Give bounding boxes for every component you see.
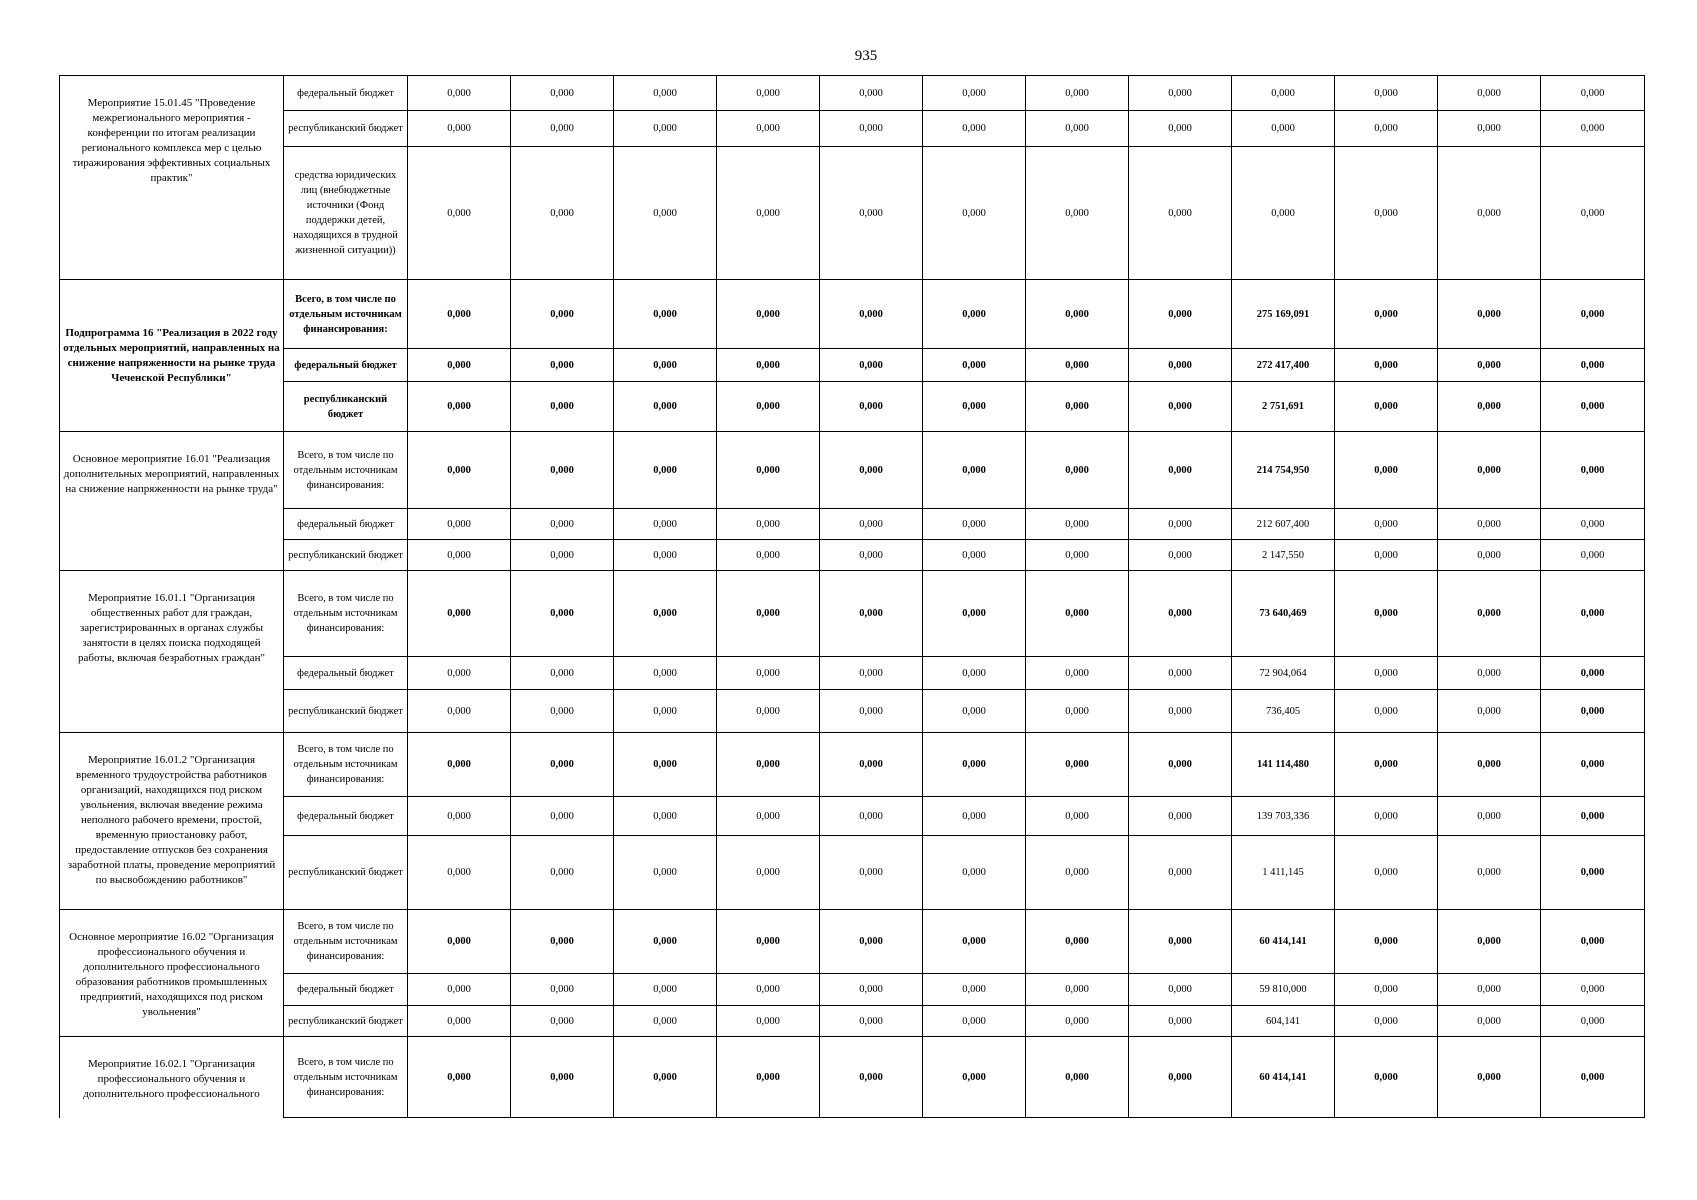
value-cell: 0,000	[1026, 432, 1129, 509]
activity-cell: Мероприятие 16.01.2 "Организация временного трудоустройства работников организаций, находящихся под риском увольнения, включая введение режима неполного рабочего времени, простой, временную приостановку работ, предоставление отпусков без сохранения заработной платы, проведение мероприятий по высвобождению работников"	[60, 733, 284, 910]
value-cell: 0,000	[408, 76, 511, 111]
value-cell: 0,000	[1026, 733, 1129, 797]
value-cell: 0,000	[1541, 690, 1645, 733]
value-cell: 0,000	[1541, 540, 1645, 571]
value-cell: 0,000	[1335, 382, 1438, 432]
value-cell: 0,000	[614, 1037, 717, 1118]
funding-source-cell: федеральный бюджет	[284, 349, 408, 382]
value-cell: 0,000	[1026, 509, 1129, 540]
value-cell: 0,000	[820, 540, 923, 571]
value-cell: 0,000	[1026, 974, 1129, 1006]
funding-source-cell: федеральный бюджет	[284, 797, 408, 836]
value-cell: 0,000	[1438, 76, 1541, 111]
value-cell: 0,000	[511, 1037, 614, 1118]
value-cell: 0,000	[408, 1037, 511, 1118]
value-cell: 0,000	[1541, 1037, 1645, 1118]
value-cell: 0,000	[511, 280, 614, 349]
value-cell: 0,000	[614, 349, 717, 382]
table-row	[60, 76, 1645, 111]
value-cell: 0,000	[1438, 432, 1541, 509]
value-cell: 0,000	[614, 382, 717, 432]
value-cell: 0,000	[717, 382, 820, 432]
funding-source-cell: федеральный бюджет	[284, 657, 408, 690]
value-cell: 0,000	[717, 509, 820, 540]
funding-source-cell: федеральный бюджет	[284, 76, 408, 111]
value-cell: 0,000	[408, 657, 511, 690]
value-cell: 0,000	[1026, 147, 1129, 280]
value-cell: 0,000	[820, 509, 923, 540]
funding-source-cell: федеральный бюджет	[284, 974, 408, 1006]
value-cell: 0,000	[1026, 797, 1129, 836]
value-cell: 0,000	[1129, 349, 1232, 382]
value-cell: 0,000	[1026, 1037, 1129, 1118]
value-cell: 0,000	[511, 910, 614, 974]
table-row	[60, 1037, 1645, 1118]
value-cell: 0,000	[717, 76, 820, 111]
value-cell: 0,000	[1335, 76, 1438, 111]
value-cell: 0,000	[923, 974, 1026, 1006]
value-cell: 0,000	[614, 657, 717, 690]
table-row	[60, 690, 1645, 733]
value-cell: 0,000	[1026, 280, 1129, 349]
activity-cell: Мероприятие 16.01.1 "Организация общественных работ для граждан, зарегистрированных в органах службы занятости в целях поиска подходящей работы, включая безработных граждан"	[60, 571, 284, 733]
value-cell: 0,000	[511, 540, 614, 571]
value-cell: 0,000	[717, 540, 820, 571]
value-cell: 0,000	[1232, 76, 1335, 111]
table-row	[60, 540, 1645, 571]
value-cell: 0,000	[1129, 797, 1232, 836]
value-cell: 0,000	[614, 910, 717, 974]
funding-source-cell: федеральный бюджет	[284, 509, 408, 540]
funding-source-cell: республиканский бюджет	[284, 1006, 408, 1037]
value-cell: 0,000	[923, 733, 1026, 797]
funding-source-cell: Всего, в том числе по отдельным источникам финансирования:	[284, 1037, 408, 1118]
value-cell: 0,000	[1026, 690, 1129, 733]
value-cell: 0,000	[1541, 280, 1645, 349]
value-cell: 0,000	[1335, 1037, 1438, 1118]
value-cell: 0,000	[1026, 910, 1129, 974]
value-cell: 60 414,141	[1232, 910, 1335, 974]
value-cell: 0,000	[1541, 111, 1645, 147]
table-row	[60, 657, 1645, 690]
value-cell: 0,000	[614, 76, 717, 111]
value-cell: 0,000	[1129, 733, 1232, 797]
value-cell: 139 703,336	[1232, 797, 1335, 836]
funding-source-cell: республиканский бюджет	[284, 690, 408, 733]
value-cell: 0,000	[1438, 910, 1541, 974]
value-cell: 0,000	[923, 432, 1026, 509]
value-cell: 0,000	[614, 733, 717, 797]
value-cell: 0,000	[408, 111, 511, 147]
table-row	[60, 797, 1645, 836]
value-cell: 0,000	[820, 349, 923, 382]
value-cell: 0,000	[717, 1037, 820, 1118]
value-cell: 0,000	[1541, 657, 1645, 690]
value-cell: 0,000	[408, 571, 511, 657]
activity-cell: Основное мероприятие 16.01 "Реализация дополнительных мероприятий, направленных на снижение напряженности на рынке труда"	[60, 432, 284, 571]
activity-cell: Основное мероприятие 16.02 "Организация профессионального обучения и дополнительного профессионального образования работников промышленных предприятий, находящихся под риском увольнения"	[60, 910, 284, 1037]
value-cell: 0,000	[1129, 1037, 1232, 1118]
value-cell: 1 411,145	[1232, 836, 1335, 910]
value-cell: 0,000	[1438, 690, 1541, 733]
value-cell: 2 147,550	[1232, 540, 1335, 571]
value-cell: 0,000	[1335, 836, 1438, 910]
value-cell: 0,000	[717, 111, 820, 147]
value-cell: 0,000	[1541, 974, 1645, 1006]
value-cell: 0,000	[1026, 1006, 1129, 1037]
value-cell: 0,000	[1438, 349, 1541, 382]
value-cell: 0,000	[408, 1006, 511, 1037]
table-row	[60, 974, 1645, 1006]
value-cell: 0,000	[511, 657, 614, 690]
value-cell: 0,000	[1438, 111, 1541, 147]
funding-source-cell: Всего, в том числе по отдельным источникам финансирования:	[284, 910, 408, 974]
value-cell: 0,000	[1129, 690, 1232, 733]
activity-cell: Мероприятие 15.01.45 "Проведение межрегионального мероприятия - конференции по итогам реализации регионального комплекса мер с целью тиражирования эффективных социальных практик"	[60, 76, 284, 280]
value-cell: 0,000	[614, 571, 717, 657]
funding-source-cell: Всего, в том числе по отдельным источникам финансирования:	[284, 571, 408, 657]
value-cell: 0,000	[511, 797, 614, 836]
table-row	[60, 910, 1645, 974]
value-cell: 0,000	[408, 147, 511, 280]
value-cell: 0,000	[1129, 280, 1232, 349]
value-cell: 0,000	[1438, 382, 1541, 432]
table-row	[60, 147, 1645, 280]
value-cell: 0,000	[820, 910, 923, 974]
table-row	[60, 111, 1645, 147]
value-cell: 0,000	[1026, 349, 1129, 382]
table-row	[60, 432, 1645, 509]
value-cell: 0,000	[1026, 540, 1129, 571]
value-cell: 0,000	[1541, 509, 1645, 540]
value-cell: 0,000	[1438, 509, 1541, 540]
value-cell: 0,000	[1541, 432, 1645, 509]
value-cell: 0,000	[511, 571, 614, 657]
value-cell: 0,000	[1335, 540, 1438, 571]
value-cell: 0,000	[1129, 657, 1232, 690]
table-row	[60, 382, 1645, 432]
value-cell: 212 607,400	[1232, 509, 1335, 540]
value-cell: 0,000	[923, 382, 1026, 432]
value-cell: 0,000	[717, 432, 820, 509]
table-row	[60, 836, 1645, 910]
value-cell: 0,000	[1129, 836, 1232, 910]
value-cell: 0,000	[614, 111, 717, 147]
funding-source-cell: республиканский бюджет	[284, 540, 408, 571]
value-cell: 0,000	[1438, 657, 1541, 690]
value-cell: 0,000	[511, 147, 614, 280]
value-cell: 0,000	[511, 836, 614, 910]
value-cell: 0,000	[1026, 571, 1129, 657]
value-cell: 214 754,950	[1232, 432, 1335, 509]
value-cell: 141 114,480	[1232, 733, 1335, 797]
value-cell: 604,141	[1232, 1006, 1335, 1037]
value-cell: 272 417,400	[1232, 349, 1335, 382]
value-cell: 0,000	[1541, 1006, 1645, 1037]
value-cell: 0,000	[1129, 76, 1232, 111]
value-cell: 0,000	[1335, 111, 1438, 147]
value-cell: 0,000	[1541, 733, 1645, 797]
value-cell: 0,000	[923, 1006, 1026, 1037]
value-cell: 0,000	[1541, 836, 1645, 910]
value-cell: 0,000	[1129, 1006, 1232, 1037]
value-cell: 0,000	[1335, 349, 1438, 382]
value-cell: 0,000	[1232, 147, 1335, 280]
value-cell: 0,000	[1438, 1037, 1541, 1118]
value-cell: 0,000	[614, 690, 717, 733]
value-cell: 0,000	[717, 571, 820, 657]
value-cell: 0,000	[408, 974, 511, 1006]
value-cell: 0,000	[1541, 797, 1645, 836]
funding-source-cell: средства юридических лиц (внебюджетные источники (Фонд поддержки детей, находящихся в трудной жизненной ситуации))	[284, 147, 408, 280]
value-cell: 0,000	[820, 382, 923, 432]
value-cell: 0,000	[1129, 432, 1232, 509]
value-cell: 0,000	[923, 690, 1026, 733]
value-cell: 0,000	[717, 147, 820, 280]
value-cell: 0,000	[1335, 147, 1438, 280]
value-cell: 0,000	[614, 1006, 717, 1037]
activity-cell: Мероприятие 16.02.1 "Организация профессионального обучения и дополнительного профессионального	[60, 1037, 284, 1118]
value-cell: 0,000	[408, 509, 511, 540]
value-cell: 0,000	[614, 540, 717, 571]
value-cell: 0,000	[923, 836, 1026, 910]
value-cell: 0,000	[1438, 974, 1541, 1006]
value-cell: 0,000	[717, 733, 820, 797]
value-cell: 0,000	[923, 349, 1026, 382]
value-cell: 0,000	[1026, 836, 1129, 910]
value-cell: 0,000	[717, 797, 820, 836]
table-row	[60, 571, 1645, 657]
value-cell: 0,000	[1026, 382, 1129, 432]
value-cell: 0,000	[717, 280, 820, 349]
value-cell: 0,000	[923, 1037, 1026, 1118]
value-cell: 72 904,064	[1232, 657, 1335, 690]
value-cell: 0,000	[1335, 280, 1438, 349]
value-cell: 0,000	[1129, 111, 1232, 147]
value-cell: 0,000	[820, 974, 923, 1006]
value-cell: 0,000	[1335, 571, 1438, 657]
value-cell: 0,000	[923, 280, 1026, 349]
value-cell: 0,000	[1438, 1006, 1541, 1037]
value-cell: 0,000	[717, 690, 820, 733]
value-cell: 0,000	[1541, 76, 1645, 111]
table-row	[60, 509, 1645, 540]
funding-source-cell: республиканский бюджет	[284, 836, 408, 910]
value-cell: 0,000	[923, 76, 1026, 111]
value-cell: 0,000	[511, 974, 614, 1006]
value-cell: 0,000	[408, 382, 511, 432]
value-cell: 0,000	[820, 690, 923, 733]
value-cell: 0,000	[408, 280, 511, 349]
value-cell: 0,000	[923, 797, 1026, 836]
value-cell: 0,000	[820, 280, 923, 349]
value-cell: 0,000	[1438, 571, 1541, 657]
value-cell: 0,000	[1335, 974, 1438, 1006]
value-cell: 0,000	[820, 836, 923, 910]
value-cell: 0,000	[1541, 910, 1645, 974]
value-cell: 0,000	[511, 1006, 614, 1037]
value-cell: 73 640,469	[1232, 571, 1335, 657]
value-cell: 0,000	[614, 509, 717, 540]
value-cell: 0,000	[820, 147, 923, 280]
value-cell: 0,000	[820, 76, 923, 111]
value-cell: 0,000	[820, 797, 923, 836]
value-cell: 736,405	[1232, 690, 1335, 733]
value-cell: 0,000	[1335, 432, 1438, 509]
value-cell: 0,000	[1541, 349, 1645, 382]
value-cell: 0,000	[1232, 111, 1335, 147]
value-cell: 0,000	[1335, 509, 1438, 540]
value-cell: 0,000	[1129, 571, 1232, 657]
value-cell: 0,000	[1335, 657, 1438, 690]
value-cell: 0,000	[1335, 733, 1438, 797]
value-cell: 0,000	[820, 111, 923, 147]
page-number: 935	[854, 48, 878, 64]
value-cell: 0,000	[1129, 910, 1232, 974]
value-cell: 0,000	[408, 540, 511, 571]
value-cell: 0,000	[614, 797, 717, 836]
table-row	[60, 349, 1645, 382]
value-cell: 0,000	[1335, 910, 1438, 974]
value-cell: 2 751,691	[1232, 382, 1335, 432]
value-cell: 0,000	[1129, 147, 1232, 280]
value-cell: 0,000	[408, 910, 511, 974]
value-cell: 0,000	[820, 657, 923, 690]
value-cell: 0,000	[820, 733, 923, 797]
value-cell: 0,000	[408, 349, 511, 382]
table-row	[60, 733, 1645, 797]
value-cell: 0,000	[511, 349, 614, 382]
activity-cell: Подпрограмма 16 "Реализация в 2022 году отдельных мероприятий, направленных на снижение напряженности на рынке труда Чеченской Республики"	[60, 280, 284, 432]
value-cell: 0,000	[408, 690, 511, 733]
value-cell: 0,000	[511, 382, 614, 432]
value-cell: 275 169,091	[1232, 280, 1335, 349]
value-cell: 0,000	[923, 509, 1026, 540]
value-cell: 0,000	[1129, 382, 1232, 432]
funding-source-cell: Всего, в том числе по отдельным источникам финансирования:	[284, 733, 408, 797]
value-cell: 0,000	[717, 657, 820, 690]
value-cell: 0,000	[1541, 147, 1645, 280]
value-cell: 0,000	[717, 974, 820, 1006]
value-cell: 0,000	[717, 349, 820, 382]
value-cell: 0,000	[614, 280, 717, 349]
value-cell: 0,000	[1541, 382, 1645, 432]
value-cell: 0,000	[820, 1037, 923, 1118]
value-cell: 0,000	[923, 111, 1026, 147]
table-row	[60, 1006, 1645, 1037]
value-cell: 0,000	[717, 836, 820, 910]
value-cell: 0,000	[1438, 797, 1541, 836]
value-cell: 0,000	[614, 432, 717, 509]
value-cell: 0,000	[408, 432, 511, 509]
value-cell: 0,000	[1335, 1006, 1438, 1037]
value-cell: 0,000	[408, 733, 511, 797]
value-cell: 59 810,000	[1232, 974, 1335, 1006]
value-cell: 0,000	[820, 571, 923, 657]
value-cell: 0,000	[1129, 974, 1232, 1006]
funding-source-cell: республиканский бюджет	[284, 111, 408, 147]
value-cell: 0,000	[511, 690, 614, 733]
value-cell: 0,000	[1026, 111, 1129, 147]
funding-source-cell: Всего, в том числе по отдельным источникам финансирования:	[284, 280, 408, 349]
value-cell: 0,000	[1438, 147, 1541, 280]
value-cell: 0,000	[923, 571, 1026, 657]
value-cell: 0,000	[820, 1006, 923, 1037]
value-cell: 0,000	[408, 797, 511, 836]
value-cell: 0,000	[1438, 836, 1541, 910]
value-cell: 0,000	[1129, 540, 1232, 571]
funding-source-cell: Всего, в том числе по отдельным источникам финансирования:	[284, 432, 408, 509]
value-cell: 0,000	[820, 432, 923, 509]
value-cell: 0,000	[614, 147, 717, 280]
value-cell: 0,000	[511, 111, 614, 147]
value-cell: 0,000	[511, 76, 614, 111]
value-cell: 0,000	[1129, 509, 1232, 540]
funding-source-cell: республиканский бюджет	[284, 382, 408, 432]
value-cell: 0,000	[1026, 76, 1129, 111]
budget-table	[59, 75, 1645, 1118]
value-cell: 0,000	[717, 1006, 820, 1037]
value-cell: 0,000	[511, 733, 614, 797]
table-row	[60, 280, 1645, 349]
value-cell: 0,000	[717, 910, 820, 974]
value-cell: 0,000	[511, 509, 614, 540]
value-cell: 0,000	[923, 540, 1026, 571]
value-cell: 0,000	[614, 974, 717, 1006]
value-cell: 0,000	[1438, 280, 1541, 349]
value-cell: 0,000	[923, 657, 1026, 690]
value-cell: 0,000	[511, 432, 614, 509]
value-cell: 0,000	[923, 910, 1026, 974]
value-cell: 0,000	[408, 836, 511, 910]
value-cell: 0,000	[923, 147, 1026, 280]
value-cell: 0,000	[1026, 657, 1129, 690]
value-cell: 0,000	[1438, 540, 1541, 571]
value-cell: 0,000	[1438, 733, 1541, 797]
value-cell: 60 414,141	[1232, 1037, 1335, 1118]
value-cell: 0,000	[1541, 571, 1645, 657]
value-cell: 0,000	[1335, 690, 1438, 733]
value-cell: 0,000	[614, 836, 717, 910]
value-cell: 0,000	[1335, 797, 1438, 836]
